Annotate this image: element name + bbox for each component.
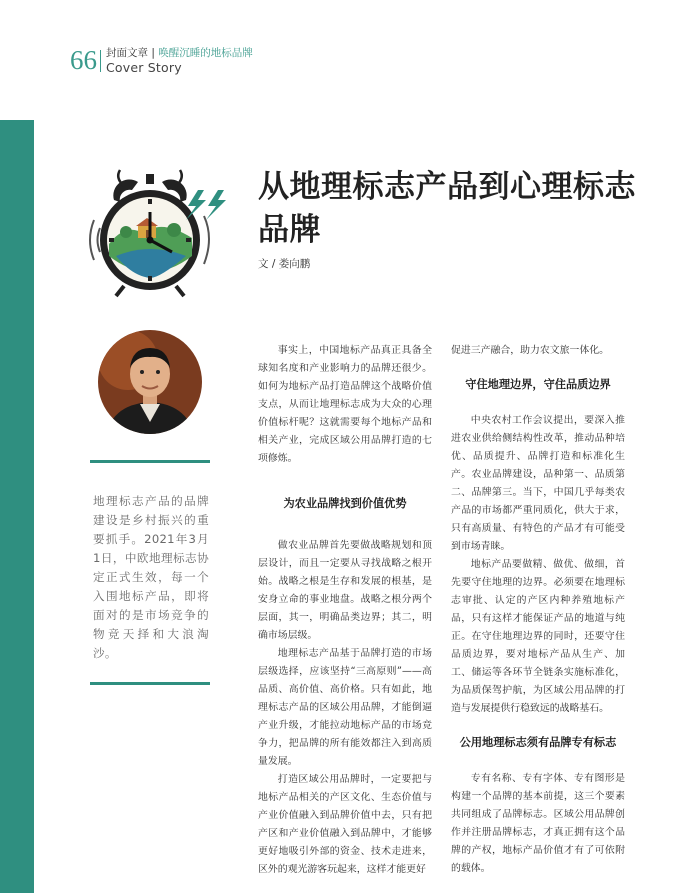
header-top-line: [106, 46, 253, 60]
paragraph: 打造区域公用品牌时，一定要把与地标产品相关的产区文化、生态价值与产业价值融入到品牌价值中去，只有把产区和产业价值融入到品牌中，才能够更好地吸引外部的资金、技术走进来，区外的观光游客玩起来，这样才能更好: [258, 774, 432, 875]
article-title: 从地理标志产品到心理标志品牌: [258, 169, 636, 248]
paragraph: 地理标志产品基于品牌打造的市场层级选择，应该坚持“三高原则”——高品质、高价值、高价格。只有如此，地理标志产品的区域公用品牌，才能倒逼产业升级，才能拉动地标产品的市场竞争力，把品牌的所有能效都注入到高质量发展。: [258, 648, 432, 767]
section-heading: 公用地理标志须有品牌专有标志: [459, 736, 617, 749]
left-accent-bar: [0, 120, 34, 893]
section-label-en: Cover Story: [106, 60, 182, 75]
header-divider: [100, 50, 101, 72]
running-header: [106, 46, 253, 76]
paragraph: 地标产品要做精、做优、做细，首先要守住地理的边界。必须要在地理标志审批、认定的产区内种养殖地标产品，只有这样才能保证产品的地道与纯正。在守住地理边界的同时，还要守住品质边界，要对地标产品从生产、加工、储运等各环节全链条实施标准化，为品质保驾护航，为区域公用品牌的打造与发展提供行稳致远的战略基石。: [451, 559, 625, 714]
section-separator: |: [151, 47, 155, 59]
author-avatar: [98, 330, 202, 434]
article-byline: 文 / 娄向鹏: [258, 258, 311, 270]
section-heading: 为农业品牌找到价值优势: [283, 497, 407, 510]
sidebar-summary: 地理标志产品的品牌建设是乡村振兴的重要抓手。2021年3月1日，中欧地理标志协定正式生效，每一个入围地标产品，即将面对的是市场竞争的物竞天择和大浪淘沙。: [93, 494, 209, 660]
sidebar-top-rule: [90, 460, 210, 463]
sidebar-bottom-rule: [90, 682, 210, 685]
paragraph: 做农业品牌首先要做战略规划和顶层设计，而且一定要从寻找战略之根开始。战略之根是生存和发展的根基，是安身立命的事业地盘。战略之根分两个层面，其一，明确品类边界；其二，明确市场层级。: [258, 540, 432, 641]
article-column-2: [451, 342, 625, 878]
paragraph: 专有名称、专有字体、专有图形是构建一个品牌的基本前提，这三个要素共同组成了品牌标志。区域公用品牌创作并注册品牌标志，才真正拥有这个品牌的产权，地标产品价值才有了可依附的载体。: [451, 773, 625, 874]
section-subtitle: 唤醒沉睡的地标品牌: [158, 47, 253, 59]
section-heading: 守住地理边界，守住品质边界: [465, 378, 611, 391]
article-column-1: [258, 342, 432, 879]
paragraph: 促进三产融合，助力农文旅一体化。: [451, 345, 610, 356]
alarm-clock-illustration: [80, 160, 230, 300]
paragraph: 事实上，中国地标产品真正具备全球知名度和产业影响力的品牌还很少。如何为地标产品打造品牌这个战略价值支点，从而让地理标志成为大众的心理价值标杆呢？这就需要每个地标产品和相关产业，完成区域公用品牌打造的七项修炼。: [258, 345, 432, 464]
section-label: 封面文章: [106, 47, 148, 59]
page-number: 66: [70, 45, 97, 75]
paragraph: 中央农村工作会议提出，要深入推进农业供给侧结构性改革，推动品种培优、品质提升、品牌打造和标准化生产。农业品牌建设，品种第一、品质第二、品牌第三。当下，中国几乎每类农产品的市场都严重同质化，供大于求，只有高质量、有特色的产品才有可能受到市场青睐。: [451, 415, 625, 552]
